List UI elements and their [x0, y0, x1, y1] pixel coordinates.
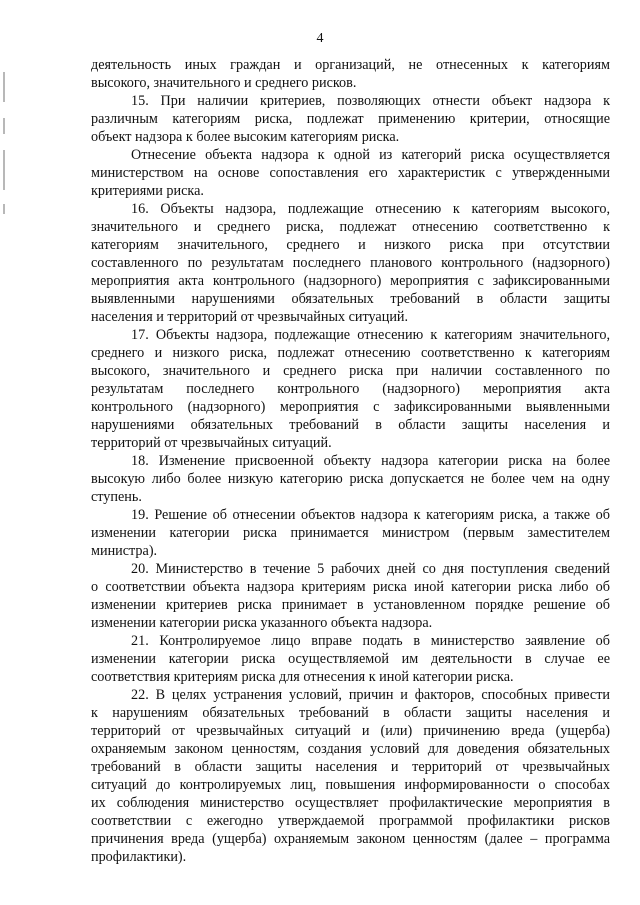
text-line: деятельность иных граждан и организаций, не отнесенных к категориям [91, 57, 610, 73]
paragraph-21 [91, 632, 610, 686]
paragraph-19 [91, 506, 610, 560]
margin-scan-mark [3, 118, 5, 134]
text-line: 19. Решение об отнесении объектов надзора к категориям риска, а также об [131, 507, 610, 523]
text-line: изменении категории риска осуществляемой им деятельности в случае ее [91, 651, 610, 667]
text-line: территорий от чрезвычайных ситуаций и (или) причинению вреда (ущерба) [91, 723, 610, 739]
margin-scan-mark [3, 150, 5, 190]
text-line: контрольного (надзорного) мероприятия с зафиксированными выявленными [91, 399, 610, 415]
text-line: высокого, значительного и среднего риска при наличии составленного по [91, 363, 610, 379]
text-line: ситуаций до контролируемых лиц, повышения информированности о способах [91, 777, 610, 793]
text-line: категориям значительного, среднего и низкого риска при отсутствии [91, 237, 610, 253]
text-line: требований в области защиты населения и территорий от чрезвычайных [91, 759, 610, 775]
text-line: среднего и низкого риска, подлежат отнесению соответственно к категориям [91, 345, 610, 361]
document-body [91, 56, 610, 866]
margin-scan-mark [3, 204, 5, 214]
text-line: соответствии с ежегодно утверждаемой программой профилактики рисков [91, 813, 610, 829]
text-line: объект надзора к более высоким категориям риска. [91, 129, 400, 145]
text-line: выявленными нарушениями обязательных требований в области защиты [91, 291, 610, 307]
text-line: к нарушениям обязательных требований в области защиты населения и [91, 705, 610, 721]
text-line: министерством на основе сопоставления его характеристик с утвержденными [91, 165, 610, 181]
text-line: составленного по результатам последнего планового контрольного (надзорного) [91, 255, 610, 271]
text-line: изменении категории риска указанного объекта надзора. [91, 615, 433, 631]
text-line: 17. Объекты надзора, подлежащие отнесению к категориям значительного, [131, 327, 610, 343]
text-line: критериями риска. [91, 183, 204, 199]
text-line: соответствия критериям риска для отнесения к иной категории риска. [91, 669, 514, 685]
text-line: 18. Изменение присвоенной объекту надзора категории риска на более [131, 453, 610, 469]
text-line: ступень. [91, 489, 142, 505]
text-line: 21. Контролируемое лицо вправе подать в министерство заявление об [131, 633, 610, 649]
text-line: охраняемым законом ценностям, создания условий для доведения обязательных [91, 741, 610, 757]
text-line: мероприятия акта контрольного (надзорного) мероприятия с зафиксированными [91, 273, 610, 289]
text-line: результатам последнего контрольного (надзорного) мероприятия акта [91, 381, 610, 397]
text-line: о соответствии объекта надзора критериям риска иной категории риска либо об [91, 579, 610, 595]
text-line: нарушениями обязательных требований в области защиты населения и [91, 417, 610, 433]
paragraph-18 [91, 452, 610, 506]
text-line: 20. Министерство в течение 5 рабочих дней со дня поступления сведений [131, 561, 610, 577]
margin-scan-mark [3, 72, 5, 102]
text-line: значительного и среднего риска, подлежат отнесению соответственно к [91, 219, 610, 235]
paragraph-15 [91, 92, 610, 146]
paragraph-15-risk-assignment [91, 146, 610, 200]
paragraph-continuation [91, 56, 610, 92]
paragraph-17 [91, 326, 610, 452]
text-line: 16. Объекты надзора, подлежащие отнесению к категориям высокого, [131, 201, 610, 217]
text-line: их соблюдения министерство осуществляет профилактические мероприятия в [91, 795, 610, 811]
text-line: профилактики). [91, 849, 187, 865]
paragraph-20 [91, 560, 610, 632]
text-line: причинения вреда (ущерба) охраняемым законом ценностям (далее – программа [91, 831, 610, 847]
page-number: 4 [316, 31, 324, 46]
text-line: министра). [91, 543, 158, 559]
text-line: населения и территорий от чрезвычайных ситуаций. [91, 309, 409, 325]
text-line: территорий от чрезвычайных ситуаций. [91, 435, 332, 451]
text-line: высокую либо более низкую категорию риска допускается не более чем на одну [91, 471, 610, 487]
text-line: изменении критериев риска принимает в установленном порядке решение об [91, 597, 610, 613]
text-line: изменении категории риска принимается министром (первым заместителем [91, 525, 610, 541]
text-line: 15. При наличии критериев, позволяющих отнести объект надзора к [131, 93, 610, 109]
paragraph-16 [91, 200, 610, 326]
text-line: высокого, значительного и среднего рисков. [91, 75, 357, 91]
text-line: различным категориям риска, подлежат применению критерии, относящие [91, 111, 610, 127]
text-line: 22. В целях устранения условий, причин и факторов, способных привести [131, 687, 610, 703]
text-line: Отнесение объекта надзора к одной из категорий риска осуществляется [131, 147, 610, 163]
paragraph-22 [91, 686, 610, 866]
